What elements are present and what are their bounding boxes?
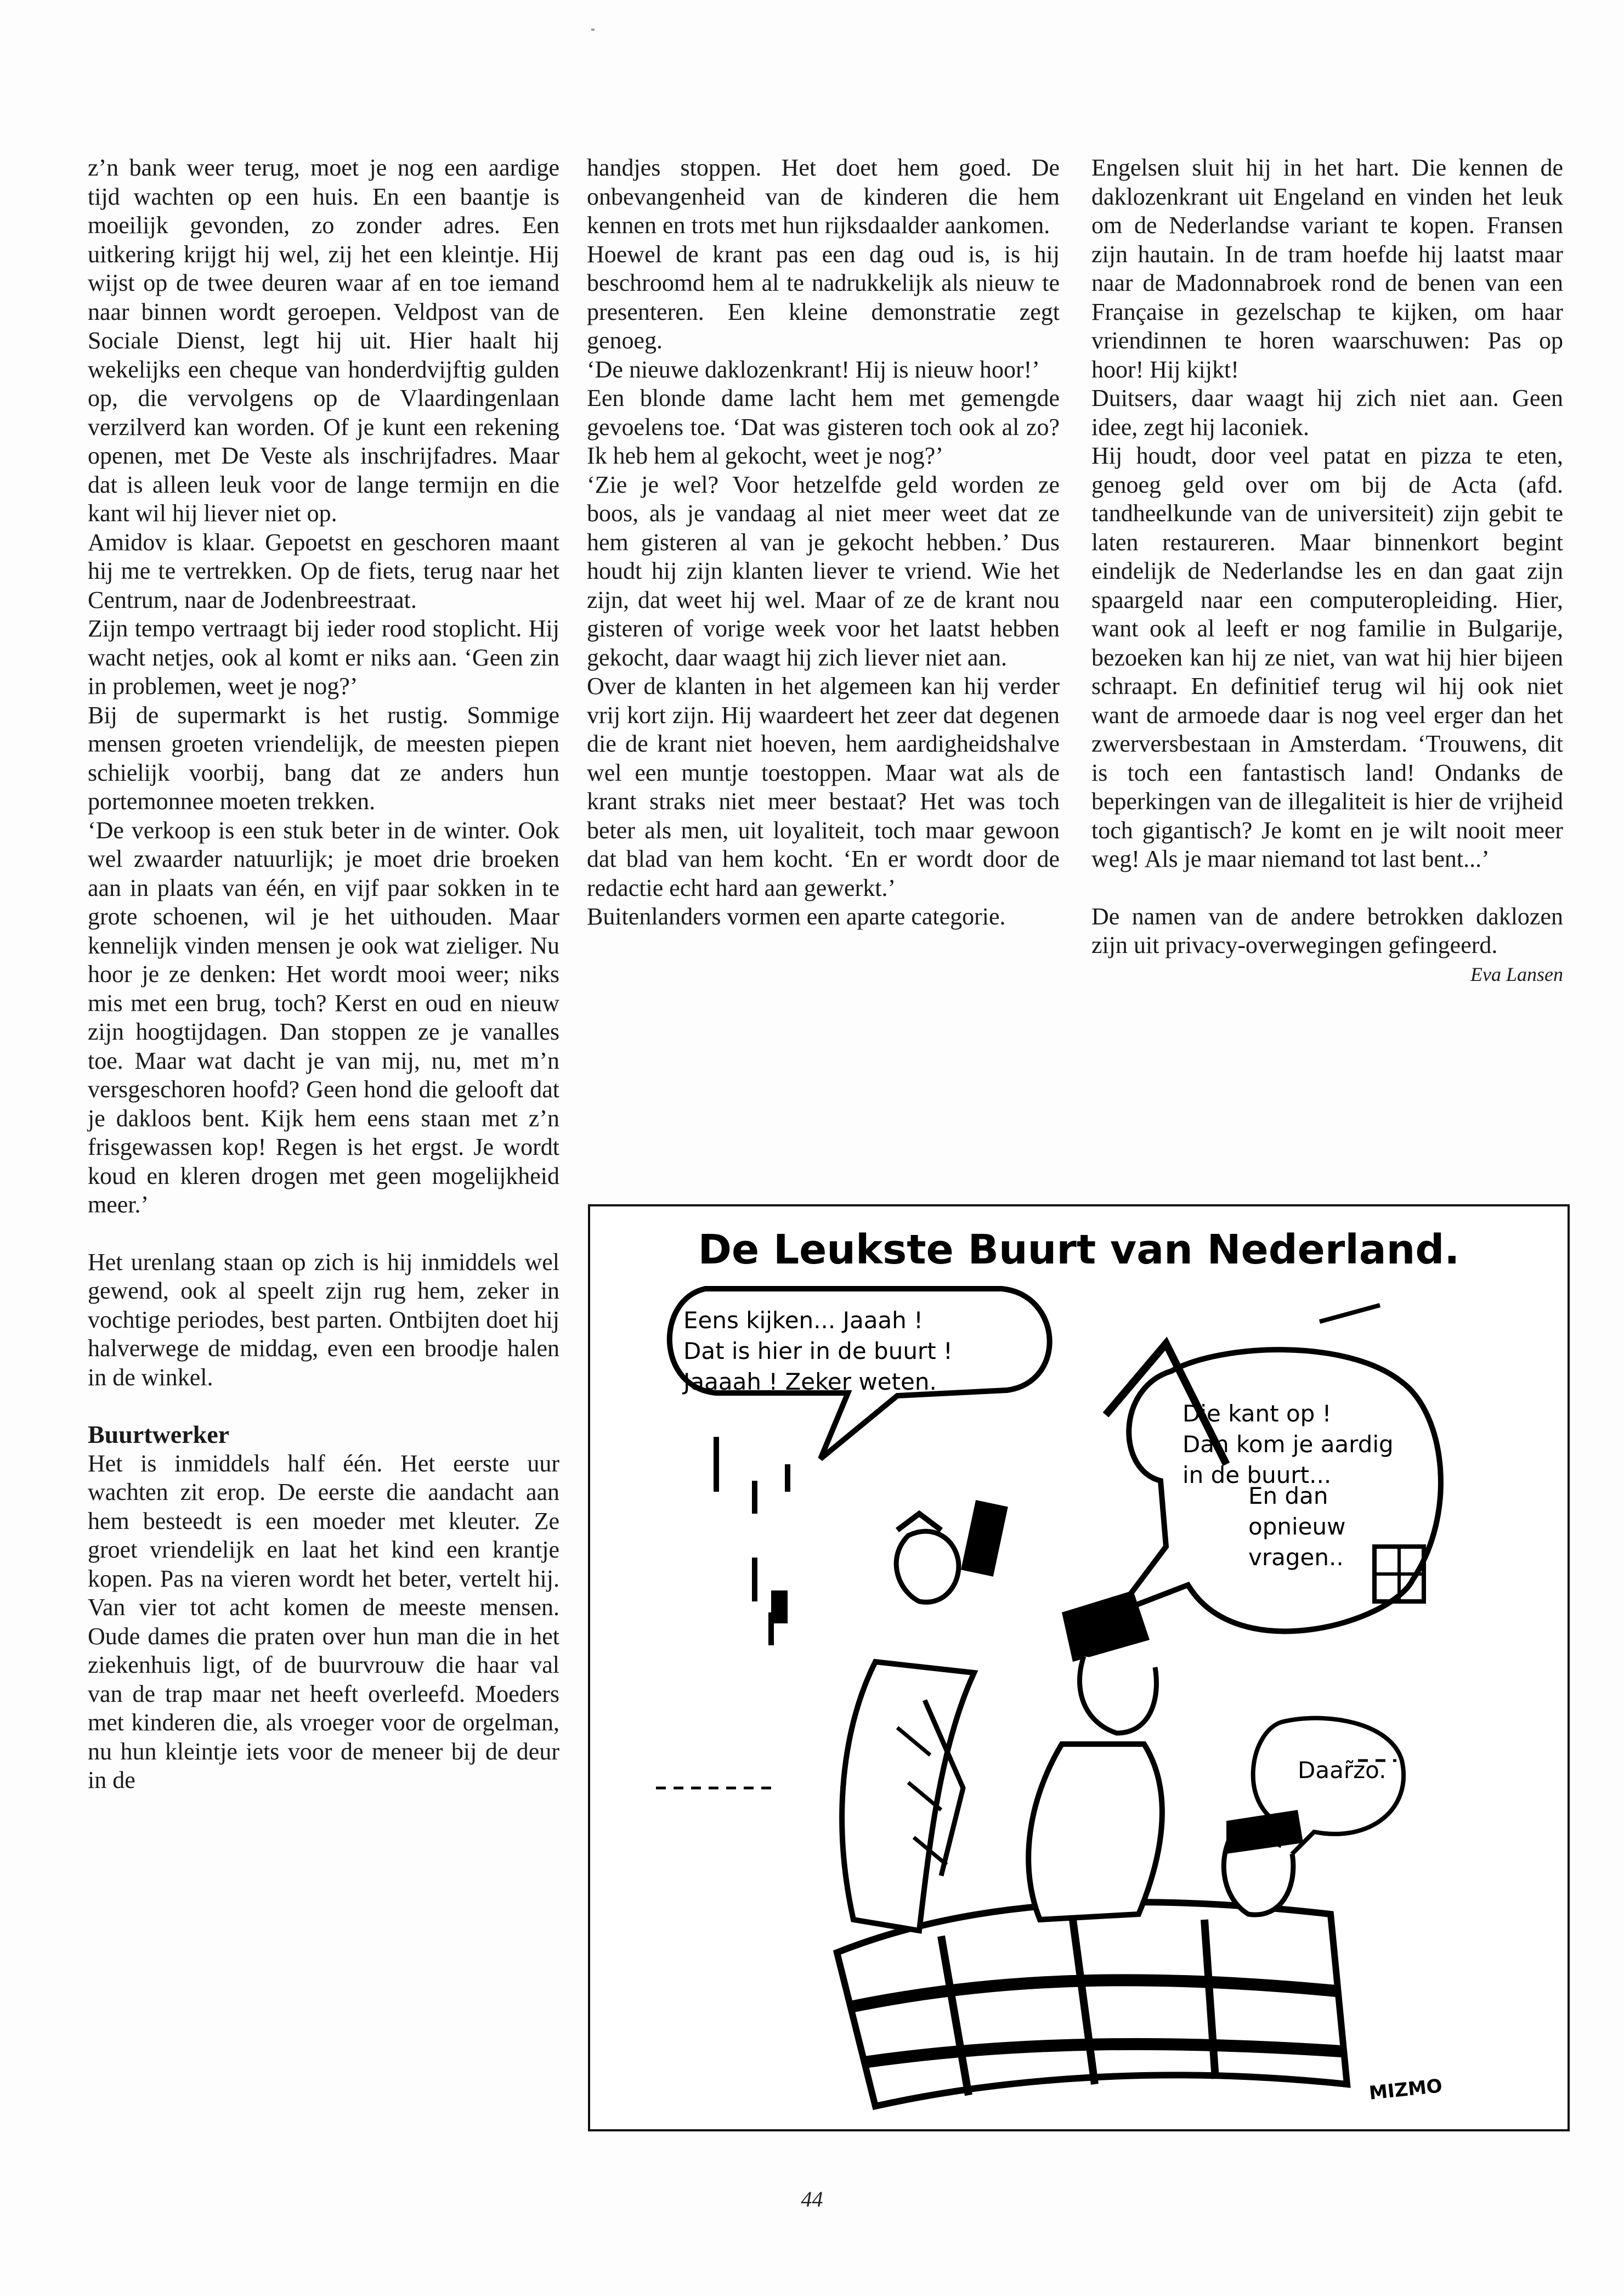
paragraph: ‘Zie je wel? Voor hetzelfde geld worden ze boos, als je vandaag al niet meer weet dat ze hem gisteren al van je gekocht hebben.’ Dus houdt hij zijn klanten liever te vriend. Wie het zijn, dat weet hij wel. Maar of ze de krant nou gisteren of vorige week voor het laatst hebben gekocht, daar waagt hij zich liever niet aan.: [587, 471, 1060, 671]
figure-head: [896, 1531, 959, 1602]
article-column-1: [88, 154, 559, 1795]
paragraph: Bij de supermarkt is het rustig. Sommige mensen groeten vriendelijk, de meesten piepen schielijk voorbij, bang dat ze anders hun portemonnee moeten trekken.: [88, 701, 559, 815]
author-signature: Eva Lansen: [1470, 963, 1563, 985]
paragraph: Amidov is klaar. Gepoetst en geschoren maant hij me te vertrekken. Op de fiets, terug naar het Centrum, naar de Jodenbreestraat.: [88, 528, 559, 613]
sketch-mark: [771, 1590, 788, 1623]
speech-text-1: [683, 1305, 1012, 1397]
article-column-2: [587, 154, 1060, 932]
speech-line: opnieuw: [1248, 1513, 1346, 1540]
scan-mark: [591, 29, 595, 31]
artist-signature: MIZMO: [1368, 2075, 1444, 2105]
article-column-3: [1091, 154, 1563, 989]
paragraph: handjes stoppen. Het doet hem goed. De onbevangenheid van de kinderen die hem kennen en trots met hun rijksdaalder aankomen.: [587, 154, 1060, 239]
speech-text-2: [1182, 1398, 1468, 1491]
paragraph: De namen van de andere betrokken daklozen zijn uit privacy-overwegingen gefingeerd.: [1091, 902, 1563, 958]
speech-line: vragen..: [1248, 1544, 1344, 1571]
paragraph: Hoewel de krant pas een dag oud is, is hij beschroomd hem al te nadrukkelijk als nieuw te presenteren. Een kleine demonstratie zegt genoeg.: [587, 240, 1060, 354]
paragraph: Engelsen sluit hij in het hart. Die kennen de daklozenkrant uit Engeland en vinden het leuk om de Nederlandse variant te kopen. Fransen zijn hautain. In de tram hoefde hij laatst maar naar de Madonnabroek rond de benen van een Française in gezelschap te kijken, om haar vriendinnen te horen waarschuwen: Pas op hoor! Hij kijkt!: [1091, 154, 1563, 383]
speech-line: Eens kijken... Jaaah !: [683, 1307, 923, 1334]
paragraph: Hij houdt, door veel patat en pizza te eten, genoeg geld over om bij de Acta (afd. tandheelkunde van de universiteit) zijn gebit te laten restaureren. Maar binnenkort begint eindelijk de Nederlandse les en dan gaat zijn spaargeld naar een computeropleiding. Hier, want ook al leeft er nog familie in Bulgarije, bezoeken kan hij ze niet, van wat hij hier bijeen schraapt. En definitief terug wil hij ook niet want de armoede daar is nog veel erger dan het zwerversbestaan in Amsterdam. ‘Trouwens, dit is toch een fantastisch land! Ondanks de beperkingen van de illegaliteit is hier de vrijheid toch gigantisch? Je komt en je wilt nooit meer weg! Als je maar niemand tot last bent...’: [1091, 442, 1563, 872]
paragraph: Duitsers, daar waagt hij zich niet aan. Geen idee, zegt hij laconiek.: [1091, 385, 1563, 441]
figure-cap: [1062, 1590, 1150, 1662]
speech-text-4: Daar̃zo.: [1298, 1757, 1387, 1784]
figure-body: [842, 1662, 974, 1931]
cartoon-title: De Leukste Buurt van Nederland.: [698, 1226, 1460, 1273]
paragraph: Buitenlanders vormen een aparte categorie.: [587, 903, 1006, 930]
paragraph: ‘De verkoop is een stuk beter in de winter. Ook wel zwaarder natuurlijk; je moet drie broeken aan in plaats van één, en vijf paar sokken in te grote schoenen, wil je het uithouden. Maar kennelijk vinden mensen je ook wat zieliger. Nu hoor je ze denken: Het wordt mooi weer; niks mis met een brug, toch? Kerst en oud en nieuw zijn hoogtijdagen. Dan stoppen ze je vanalles toe. Maar wat dacht je van mij, nu, met m’n versgeschoren hoofd? Geen hond die gelooft dat je dakloos bent. Kijk hem eens staan met z’n frisgewassen kop! Regen is het ergst. Je wordt koud en kleren drogen met geen mogelijkheid meer.’: [88, 816, 559, 1218]
paragraph: ‘De nieuwe daklozenkrant! Hij is nieuw hoor!’: [587, 356, 1040, 383]
paragraph: Het urenlang staan op zich is hij inmiddels wel gewend, ook al speelt zijn rug hem, zeker in vochtige periodes, best parten. Ontbijten doet hij halverwege de middag, even een broodje halen in de winkel.: [88, 1248, 559, 1391]
speech-line: En dan: [1248, 1482, 1328, 1509]
paragraph: Een blonde dame lacht hem met gemengde gevoelens toe. ‘Dat was gisteren toch ook al zo? Ik heb hem al gekocht, weet je nog?’: [587, 385, 1060, 469]
paragraph: Het is inmiddels half één. Het eerste uur wachten zit erop. De eerste die aandacht aan hem besteedt is een moeder met kleuter. Ze groet vriendelijk en laat het kind een krantje kopen. Pas na vieren wordt het beter, vertelt hij. Van vier tot acht komen de meeste mensen. Oude dames die praten over hun man die in het ziekenhuis ligt, of de buurvrouw die haar val van de trap maar net heeft overleefd. Moeders met kinderen die, als vroeger voor de orgelman, nu hun kleintje iets voor de meneer bij de deur in de: [88, 1449, 559, 1793]
speech-line: Dat is hier in de buurt !: [683, 1338, 953, 1364]
figure-hat: [897, 1514, 941, 1530]
page-number: 44: [801, 2187, 823, 2212]
speech-line: Jaaaah ! Zeker weten.: [683, 1368, 937, 1395]
speech-line: Die kant op !: [1182, 1400, 1332, 1427]
paragraph: z’n bank weer terug, moet je nog een aardige tijd wachten op een huis. En een baantje is moeilijk gevonden, zo zonder adres. Een uitkering krijgt hij wel, zij het een kleintje. Hij wijst op de twee deuren waar af en toe iemand naar binnen wordt geroepen. Veldpost van de Sociale Dienst, legt hij uit. Hier haalt hij wekelijks een cheque van honderdvijftig gulden op, die vervolgens op de Vlaardingenlaan verzilverd kan worden. Of je kunt een rekening openen, met De Veste als inschrijfadres. Maar dat is alleen leuk voor de lange termijn en die kant wil hij liever niet op.: [88, 154, 559, 527]
speech-line: Dan kom je aardig: [1182, 1431, 1394, 1458]
paragraph: Over de klanten in het algemeen kan hij verder vrij kort zijn. Hij waardeert het zeer dat degenen die de krant niet hoeven, hem aardigheidshalve wel een muntje toestoppen. Maar wat als de krant straks niet meer bestaat? Het was toch beter als men, uit loyaliteit, toch maar gewoon dat blad van hem kocht. ‘En er wordt door de redactie echt hard aan gewerkt.’: [587, 673, 1060, 901]
speech-text-3: [1248, 1481, 1413, 1573]
figure-body: [1028, 1744, 1162, 1920]
figure-face: [1080, 1656, 1157, 1733]
paragraph: Zijn tempo vertraagt bij ieder rood stoplicht. Hij wacht netjes, ook al komt er niks aan. ‘Geen zin in problemen, weet je nog?’: [88, 615, 559, 699]
speech-line: in de buurt...: [1182, 1462, 1332, 1488]
cartoon: [588, 1204, 1570, 2131]
sketch-line: [1320, 1305, 1380, 1322]
section-heading: Buurtwerker: [88, 1420, 230, 1448]
newspaper: [961, 1500, 1008, 1577]
